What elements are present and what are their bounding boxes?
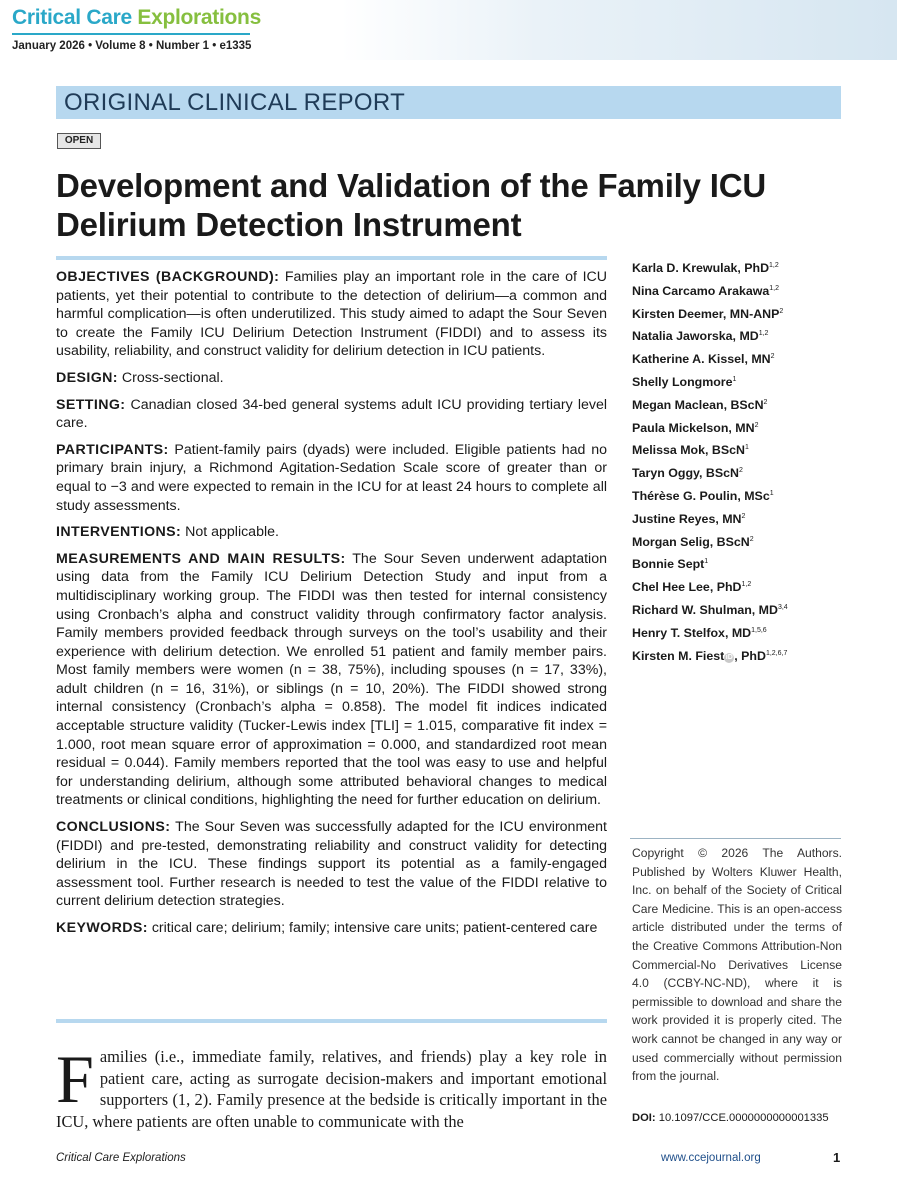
author: Morgan Selig, BScN$^2$	[632, 534, 754, 549]
author-last: Kirsten M. Fiest iD , PhD$^{1,2,6,7}$	[632, 648, 788, 663]
abstract-objectives: OBJECTIVES (BACKGROUND): Families play an important role in the care of ICU patients, yet their potential to contribute to the detection of delirium—a common and harmful complication—is often underutilized. This study aimed to adapt the Sour Seven to create the Family ICU Delirium Detection Instrument (FIDDI) and to assess its usability, reliability, and construct validity for delirium detection in ICU patients.	[56, 269, 607, 360]
journal-name-accent: Explorations	[137, 6, 261, 29]
page-number: 1	[833, 1150, 841, 1165]
author: Thérèse G. Poulin, MSc$^1$	[632, 488, 774, 503]
author: Shelly Longmore$^1$	[632, 374, 737, 389]
author: Richard W. Shulman, MD$^{3,4}$	[632, 602, 788, 617]
footer-url-link[interactable]: www.ccejournal.org	[661, 1152, 761, 1164]
body-intro	[56, 1041, 607, 1132]
abstract-interventions: INTERVENTIONS: Not applicable.	[56, 524, 279, 541]
abstract-participants: PARTICIPANTS: Patient-family pairs (dyads) were included. Eligible patients had no primary brain injury, a Richmond Agitation-Sedation Scale score of greater than or equal to −3 and were expected to remain in the ICU for at least 24 hours to complete all study assessments.	[56, 441, 607, 514]
abstract-results: MEASUREMENTS AND MAIN RESULTS: The Sour Seven underwent adaptation using data from the Family ICU Delirium Detection Study and input from a multidisciplinary working group. The FIDDI was then tested for internal consistency using Cronbach’s alpha and construct validity through confirmatory factor analysis. Family members provided feedback through surveys on the tool’s usability and their experience with delirium detection. We enrolled 51 patient and family member pairs. Most family members were women (n = 38, 75%), including spouses (n = 17, 33%), adult children (n = 16, 31%), or siblings (n = 10, 20%). The FIDDI showed strong internal consistency (Cronbach’s alpha = 0.858). The model fit indices indicated acceptable structure validity (Tucker-Lewis index [TLI] = 1.015, comparative fit index = 1.000, root mean square error of approximation = 0.000, and standardized root mean residual = 0.044). Family members reported that the tool was easy to use and helpful for understanding delirium, although some attributed behavioral changes to medical treatments or clinical conditions, highlighting the need for further education on delirium.	[56, 550, 607, 809]
sidebar-divider	[630, 838, 841, 839]
author: Karla D. Krewulak, PhD$^{1,2}$	[632, 261, 779, 275]
section-banner	[56, 86, 841, 119]
author: Chel Hee Lee, PhD$^{1,2}$	[632, 580, 752, 595]
author: Henry T. Stelfox, MD$^{1,5,6}$	[632, 625, 767, 640]
abstract-keywords: KEYWORDS: critical care; delirium; family; intensive care units; patient-centered care	[56, 920, 598, 936]
orcid-icon[interactable]: iD	[725, 653, 733, 661]
author: Justine Reyes, $MN^2$	[632, 511, 746, 526]
abstract	[56, 268, 607, 946]
article-title: Development and Validation of the Family ICU Delirium Detection Instrument	[56, 167, 766, 243]
abstract-design: DESIGN: Cross-sectional.	[56, 369, 224, 386]
copyright-notice: Copyright © 2026 The Authors. Published by Wolters Kluwer Health, Inc. on behalf of the Society of Critical Care Medicine. This is an open-access article distributed under the terms of the Creative Commons Attribution-Non Commercial-No Derivatives License 4.0 (CCBY-NC-ND), where it is permissible to download and share the work provided it is properly cited. The work cannot be changed in any way or used commercially without permission from the journal.	[632, 846, 842, 1084]
body-paragraph: amilies (i.e., immediate family, relatives, and friends) play a key role in patient care, acting as surrogate decision-makers and important emotional supporters (1, 2). Family presence at the bedside is critically important in the ICU, where patients are often unable to communicate with the	[56, 1047, 607, 1131]
author: Melissa Mok, BScN$^1$	[632, 443, 749, 458]
author: Katherine A. Kissel, $MN^2$	[632, 352, 775, 367]
author: Bonnie Sept$^1$	[632, 557, 709, 572]
author-list	[632, 255, 847, 665]
doi	[632, 1112, 829, 1124]
author: Paula Mickelson, $MN^2$	[632, 420, 759, 435]
abstract-bottom-rule	[56, 1019, 607, 1023]
author: Kirsten Deemer, MN-ANP$^2$	[632, 306, 784, 321]
drop-cap: F	[56, 1041, 94, 1117]
issue-info: January 2026 • Volume 8 • Number 1 • e1335	[12, 40, 252, 52]
open-access-badge: OPEN	[57, 133, 101, 149]
header-underline	[12, 33, 250, 35]
doi-value[interactable]: 10.1097/CCE.0000000000001335	[655, 1112, 829, 1124]
abstract-top-rule	[56, 256, 607, 260]
author: Megan Maclean, BScN$^2$	[632, 397, 768, 412]
footer-journal: Critical Care Explorations	[56, 1152, 186, 1164]
author: Nina Carcamo Arakawa$^{1,2}$	[632, 283, 780, 298]
abstract-conclusions: CONCLUSIONS: The Sour Seven was successfully adapted for the ICU environment (FIDDI) and pre-tested, demonstrating reliability and construct validity for detecting delirium in the ICU. These findings support its potential as a family-engaged assessment tool. Further research is needed to test the value of the FIDDI relative to current delirium detection strategies.	[56, 819, 607, 910]
author: Taryn Oggy, BScN$^2$	[632, 466, 743, 481]
journal-name-main: Critical Care	[12, 6, 132, 29]
section-label: ORIGINAL CLINICAL REPORT	[64, 89, 406, 116]
doi-label: DOI:	[632, 1112, 656, 1124]
abstract-setting: SETTING: Canadian closed 34-bed general systems adult ICU providing tertiary level care.	[56, 396, 607, 432]
author: Natalia Jaworska, MD$^{1,2}$	[632, 329, 769, 344]
journal-logo	[12, 6, 261, 30]
